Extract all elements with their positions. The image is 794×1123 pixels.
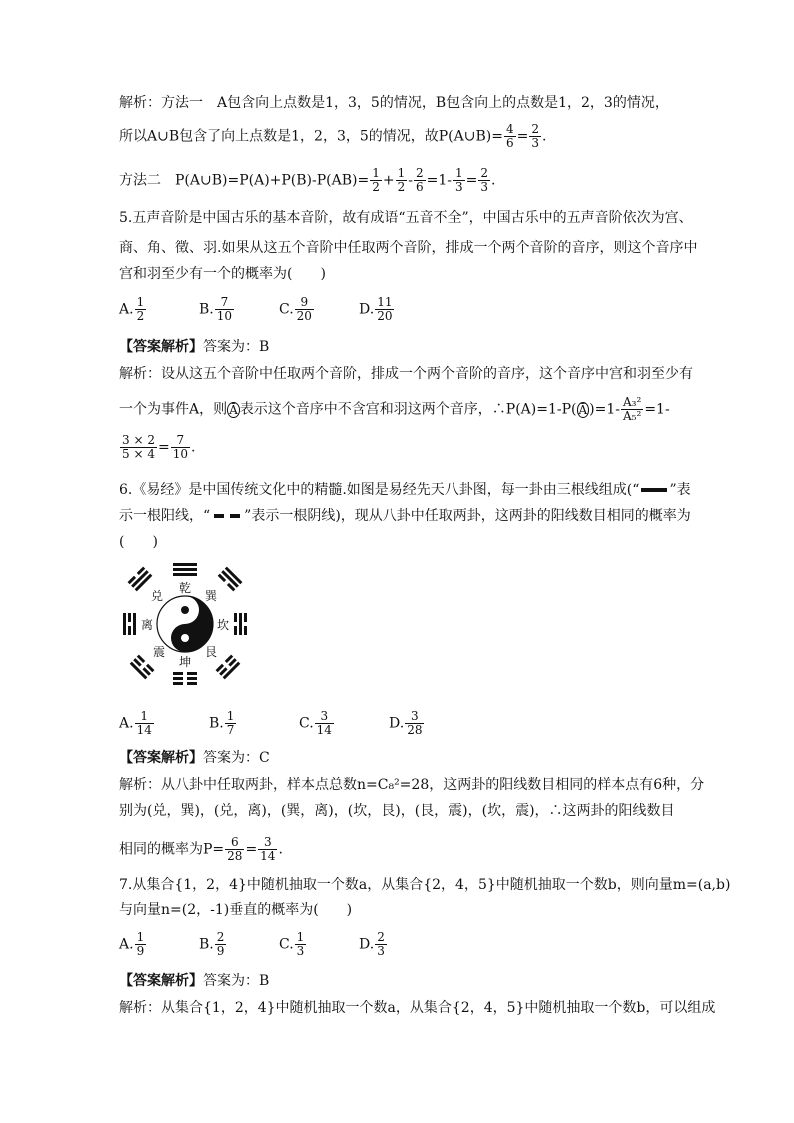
q6-answer: 【答案解析】答案为：C <box>119 750 270 766</box>
label-kan: 坎 <box>217 618 230 632</box>
trigram-zhen-icon <box>130 655 155 680</box>
q6-stem-line-2: 示一根阳线，“ ”表示一根阴线)，现从八卦中任取两卦，这两卦的阳线数目相同的概率为 <box>119 508 691 524</box>
bagua-svg <box>119 558 251 690</box>
yin-yang-icon <box>157 596 213 652</box>
q5-explanation-3: $\frac{3 \times 2}{5 \times 4}$ = $\frac{7}{10}$ . <box>122 433 196 461</box>
q7-options <box>119 931 439 958</box>
label-xun: 巽 <box>205 589 218 603</box>
option-c: C. $\frac{9}{20}$ <box>279 295 312 323</box>
fraction: $\frac{1}{2}$ <box>372 166 380 194</box>
trigram-gen-icon <box>216 655 241 680</box>
option-b: B. $\frac{2}{9}$ <box>199 930 225 958</box>
option-c: C. $\frac{1}{3}$ <box>279 930 305 958</box>
option-a: A. $\frac{1}{9}$ <box>119 930 145 958</box>
trigram-xun-icon <box>218 567 243 592</box>
yang-line-icon <box>641 488 667 492</box>
fraction: $\frac{3}{14}$ <box>260 835 276 863</box>
q5-explanation-1: 解析：设从这五个音阶中任取两个音阶，排成一个两个音阶的音序，这个音序中宫和羽至少有 <box>119 366 693 382</box>
q7-stem-line-2: 与向量n=(2，-1)垂直的概率为( ) <box>119 902 353 918</box>
q7-explanation-1: 解析：从集合{1，2，4}中随机抽取一个数a，从集合{2，4，5}中随机抽取一个数b，可以组成 <box>119 1000 716 1016</box>
q5-explanation-2: 一个为事件A，则 Ā 表示这个音序中不含宫和羽这两个音序，∴P(A)=1-P( Ā )=1- $\frac{\text{A₃²}}{\text{A₅²}}$ =1- <box>119 395 670 423</box>
q6-explanation-1: 解析：从八卦中任取两卦，样本点总数n=C₈²=28，这两卦的阳线数目相同的样本点有6种，分 <box>119 777 705 793</box>
fraction: $\frac{1}{2}$ <box>397 166 406 194</box>
a-complement: Ā <box>229 402 238 417</box>
method-one-line: 解析：方法一 A包含向上点数是1，3，5的情况，B包含向上的点数是1，2，3的情况， <box>119 95 669 111</box>
fraction: $\frac{1}{3}$ <box>455 166 463 194</box>
answer-tag: 【答案解析】 <box>119 973 203 989</box>
q6-stem-line-3: ( ) <box>119 534 158 550</box>
label-kun: 坤 <box>179 655 192 669</box>
fraction: $\frac{7}{10}$ <box>172 433 188 461</box>
option-d: D. $\frac{11}{20}$ <box>359 295 393 323</box>
label-dui: 兑 <box>151 589 164 603</box>
q5-stem-line-1: 5.五声音阶是中国古乐的基本音阶，故有成语“五音不全”，中国古乐中的五声音阶依次为宫、 <box>119 210 693 226</box>
a-complement: Ā <box>578 402 588 417</box>
fraction: $\frac{3 \times 2}{5 \times 4}$ <box>122 433 155 461</box>
fraction: $\frac{2}{3}$ <box>480 166 489 194</box>
trigram-dui-icon <box>128 567 153 592</box>
answer-tag: 【答案解析】 <box>119 339 203 355</box>
answer-tag: 【答案解析】 <box>119 750 203 766</box>
trigram-kan-icon <box>234 613 247 635</box>
method-two-line: 方法二 P(A∪B)=P(A)+P(B)-P(AB)= $\frac{1}{2}$ + $\frac{1}{2}$ - $\frac{2}{6}$ =1- $\frac{1}{3}$ = $\frac{2}{3}$ . <box>119 166 496 194</box>
fraction: $\frac{6}{28}$ <box>227 835 243 863</box>
fraction: $\frac{\text{A₃²}}{\text{A₅²}}$ <box>623 395 642 423</box>
q5-answer: 【答案解析】答案为：B <box>119 339 270 355</box>
q7-answer: 【答案解析】答案为：B <box>119 973 270 989</box>
q7-stem-line-1: 7.从集合{1，2，4}中随机抽取一个数a，从集合{2，4，5}中随机抽取一个数b，则向量m=(a,b) <box>119 877 731 893</box>
fraction: $\frac{2}{3}$ <box>531 122 539 150</box>
label-qian: 乾 <box>179 581 192 595</box>
method-one-conclusion: 所以A∪B包含了向上点数是1，2，3，5的情况，故P(A∪B)= $\frac{4}{6}$ = $\frac{2}{3}$ . <box>119 122 547 150</box>
q6-explanation-2: 别为(兑，巽)，(兑，离)，(巽，离)，(坎，艮)，(艮，震)，(坎，震)，∴这两卦的阳线数目 <box>119 803 675 819</box>
option-a: A. $\frac{1}{14}$ <box>119 709 152 737</box>
q5-stem-line-3: 宫和羽至少有一个的概率为( ) <box>119 266 326 282</box>
trigram-kun-icon <box>173 672 197 685</box>
trigram-li-icon <box>123 613 136 635</box>
option-b: B. $\frac{1}{7}$ <box>209 709 235 737</box>
bagua-diagram <box>119 558 251 690</box>
q5-stem-line-2: 商、角、徵、羽.如果从这五个音阶中任取两个音阶，排成一个两个音阶的音序，则这个音序中 <box>119 240 698 256</box>
q6-explanation-3: 相同的概率为P= $\frac{6}{28}$ = $\frac{3}{14}$ . <box>119 835 283 863</box>
option-d: D. $\frac{2}{3}$ <box>359 930 385 958</box>
option-d: D. $\frac{3}{28}$ <box>389 709 423 737</box>
option-a: A. $\frac{1}{2}$ <box>119 295 145 323</box>
label-gen: 艮 <box>205 645 218 659</box>
option-c: C. $\frac{3}{14}$ <box>299 709 332 737</box>
q5-options <box>119 296 439 323</box>
fraction: $\frac{2}{6}$ <box>415 166 424 194</box>
fraction: $\frac{4}{6}$ <box>505 122 514 150</box>
label-zhen: 震 <box>153 645 166 659</box>
label-li: 离 <box>141 618 154 632</box>
q6-stem-line-1: 6.《易经》是中国传统文化中的精髓.如图是易经先天八卦图，每一卦由三根线组成(“ ”表 <box>119 482 691 498</box>
option-b: B. $\frac{7}{10}$ <box>199 295 233 323</box>
yin-line-icon <box>214 506 240 526</box>
q6-options <box>119 710 479 737</box>
trigram-qian-icon <box>173 563 197 576</box>
